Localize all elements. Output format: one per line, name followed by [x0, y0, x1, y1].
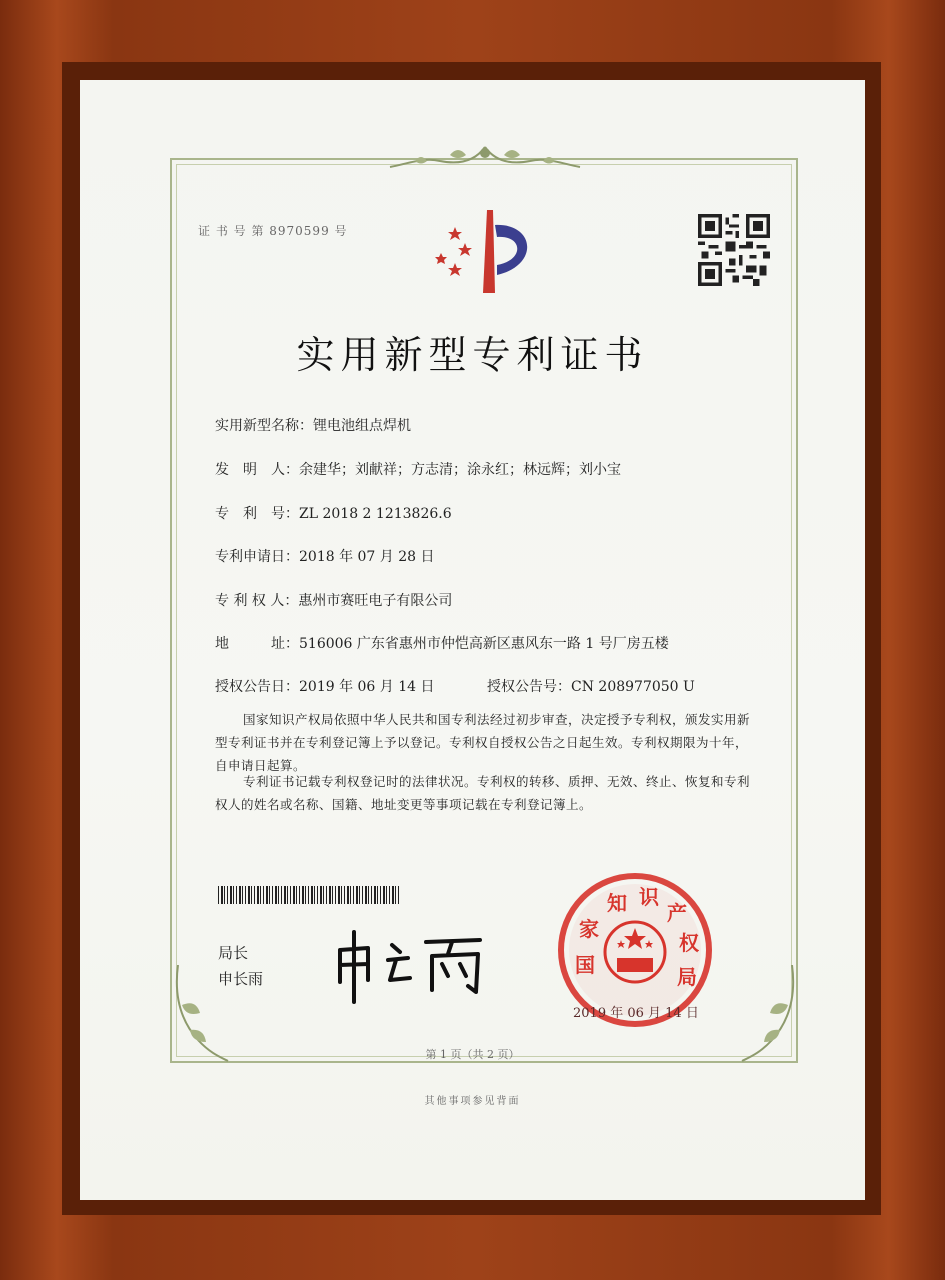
- grant-paragraph: 国家知识产权局依照中华人民共和国专利法经过初步审查，决定授予专利权，颁发实用新型专利证书并在专利登记簿上予以登记。专利权自授权公告之日起生效。专利权期限为十年，自申请日起算。: [215, 712, 751, 773]
- patentee-row: [215, 590, 452, 610]
- utility-name-value: 锂电池组点焊机: [313, 418, 411, 434]
- director-name: 申长雨: [218, 970, 264, 988]
- patent-number-label: 专 利 号：: [215, 506, 299, 522]
- svg-text:局: 局: [677, 965, 697, 989]
- address-row: [215, 633, 669, 653]
- certificate-title: 实用新型专利证书: [296, 333, 649, 377]
- application-date-value: 2018 年 07 月 28 日: [299, 549, 435, 565]
- patentee-value: 惠州市赛旺电子有限公司: [298, 593, 453, 609]
- svg-text:知: 知: [607, 891, 627, 915]
- legal-status-paragraph: 专利证书记载专利权登记时的法律状况。专利权的转移、质押、无效、终止、恢复和专利权人的姓名或名称、国籍、地址变更等事项记载在专利登记簿上。: [215, 774, 751, 812]
- grant-date-row: [215, 676, 435, 696]
- svg-text:产: 产: [667, 901, 687, 925]
- grant-number-value: CN 208977050 U: [571, 679, 695, 695]
- page-number: 第 1 页（共 2 页）: [425, 1048, 520, 1061]
- svg-text:家: 家: [579, 917, 599, 941]
- svg-text:权: 权: [679, 931, 699, 955]
- director-signature-icon: [330, 920, 500, 1010]
- back-note: 其他事项参见背面: [424, 1096, 521, 1107]
- seal-date: 2019 年 06 月 14 日: [573, 1006, 699, 1021]
- utility-name-row: [215, 415, 411, 435]
- inventor-label: 发 明 人：: [215, 462, 299, 478]
- top-ornament: [380, 143, 590, 175]
- svg-text:国: 国: [575, 953, 595, 977]
- application-date-row: [215, 546, 435, 566]
- patent-number-value: ZL 2018 2 1213826.6: [299, 506, 452, 522]
- certificate-number: 证 书 号 第 8970599 号: [198, 224, 348, 238]
- address-value: 516006 广东省惠州市仲恺高新区惠风东一路 1 号厂房五楼: [299, 636, 669, 652]
- inventor-row: [215, 459, 621, 479]
- svg-text:识: 识: [639, 885, 659, 909]
- grant-number-label: 授权公告号：: [487, 679, 571, 695]
- grant-number-row: [487, 676, 695, 696]
- address-label: 地 址：: [215, 636, 299, 652]
- grant-date-value: 2019 年 06 月 14 日: [299, 679, 435, 695]
- grant-date-label: 授权公告日：: [215, 679, 299, 695]
- patent-number-row: [215, 503, 452, 523]
- inventor-value: 余建华；刘献祥；方志清；涂永红；林远辉；刘小宝: [299, 462, 621, 478]
- qr-code-icon: [698, 214, 770, 286]
- cnipa-logo-icon: [425, 205, 545, 300]
- utility-name-label: 实用新型名称：: [215, 418, 313, 434]
- barcode-icon: [218, 886, 400, 904]
- director-title: 局长: [218, 944, 249, 962]
- application-date-label: 专利申请日：: [215, 549, 299, 565]
- patentee-label: 专 利 权 人：: [215, 593, 299, 609]
